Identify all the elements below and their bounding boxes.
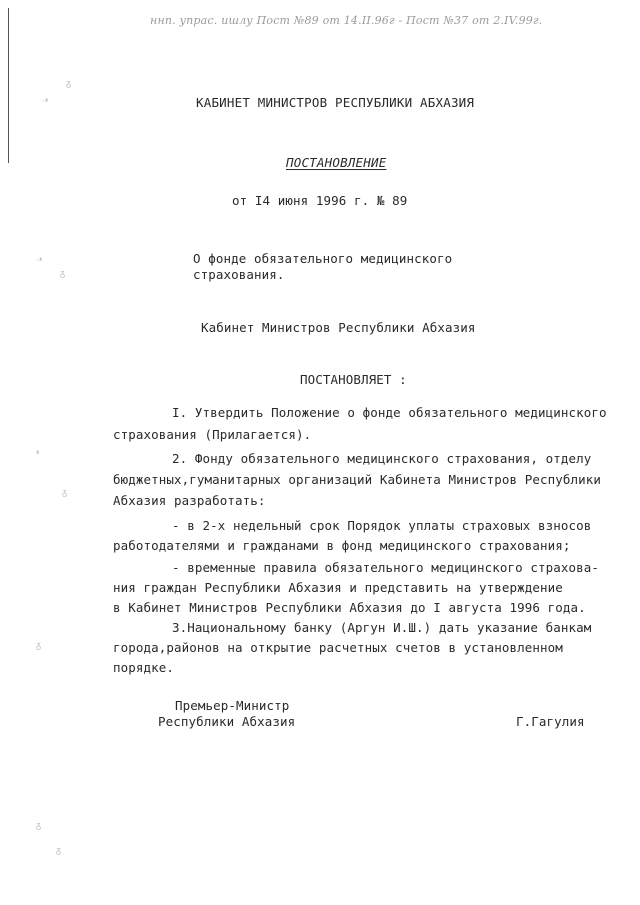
signatory-title-2: Республики Абхазия <box>158 714 296 729</box>
p2a-line-2: работодателями и гражданами в фонд медицинского страхования; <box>113 538 571 553</box>
p2b-line-1: - временные правила обязательного медицинского страхова- <box>172 560 600 575</box>
preamble: Кабинет Министров Республики Абхазия <box>201 320 476 335</box>
p2-line-3: Абхазия разработать: <box>113 493 266 508</box>
decree-word: ПОСТАНОВЛЯЕТ : <box>300 372 407 387</box>
signatory-name: Г.Гагулия <box>516 714 585 729</box>
p2-line-2: бюджетных,гуманитарных организаций Кабинета Министров Республики <box>113 472 602 487</box>
authority-heading: КАБИНЕТ МИНИСТРОВ РЕСПУБЛИКИ АБХАЗИЯ <box>196 95 475 110</box>
p2-line-1: 2. Фонду обязательного медицинского страхования, отделу <box>172 451 592 466</box>
doc-type-title: ПОСТАНОВЛЕНИЕ <box>286 155 387 170</box>
margin-line <box>8 8 9 163</box>
p1-line-2: страхования (Прилагается). <box>113 427 312 442</box>
p2a-line-1: - в 2-х недельный срок Порядок уплаты страховых взносов <box>172 518 592 533</box>
handwritten-note: ннn. упрас. ишлу Пост №89 от 14.II.96г - Пост №37 от 2.IV.99г. <box>150 14 543 27</box>
signatory-title-1: Премьер-Министр <box>175 698 290 713</box>
p3-line-1: 3.Национальному банку (Аргун И.Ш.) дать указание банкам <box>172 620 592 635</box>
p3-line-3: порядке. <box>113 660 175 675</box>
subject-line-2: страхования. <box>193 267 285 282</box>
subject-line-1: О фонде обязательного медицинского <box>193 251 453 266</box>
date-number: от I4 июня 1996 г. № 89 <box>232 193 408 208</box>
p3-line-2: города,районов на открытие расчетных счетов в установленном <box>113 640 563 655</box>
document-page: ннn. упрас. ишлу Пост №89 от 14.II.96г - Пост №37 от 2.IV.99г. ᵹ ·ᵜ ·ᵜ ᵹ ᵜ ᵹ ᵹ ᵹ ᵹ КАБИНЕТ МИНИСТРОВ РЕСПУБЛИКИ АБХАЗИЯ ПОСТАНОВЛЕНИЕ от I4 июня 1996 г. № 89 О фонде обязательного медицинского страхования. Кабинет Министров Республики Абхазия ПОСТАНОВЛЯЕТ : I. Утвердить Положение о фонде обязательного медицинского страхования (Прилагается). 2. Фонду обязательного медицинского страхования, отделу бюджетных,гуманитарных организаций Кабинета Министров Республики Абхазия разработать: - в 2-х недельный срок Порядок уплаты страховых взносов работодателями и гражданами в фонд медицинского страхования; - временные правила обязательного медицинского страхова- ния граждан Республики Абхазия и представить на утверждение в Кабинет Министров Республики Абхазия до I августа 1996 года. 3.Национальному банку (Аргун И.Ш.) дать указание банкам города,районов на открытие расчетных счетов в установленном порядке. Премьер-Министр Республики Абхазия Г.Гагулия <box>0 0 640 905</box>
p1-line-1: I. Утвердить Положение о фонде обязательного медицинского <box>172 405 607 420</box>
p2b-line-2: ния граждан Республики Абхазия и представить на утверждение <box>113 580 563 595</box>
p2b-line-3: в Кабинет Министров Республики Абхазия до I августа 1996 года. <box>113 600 586 615</box>
